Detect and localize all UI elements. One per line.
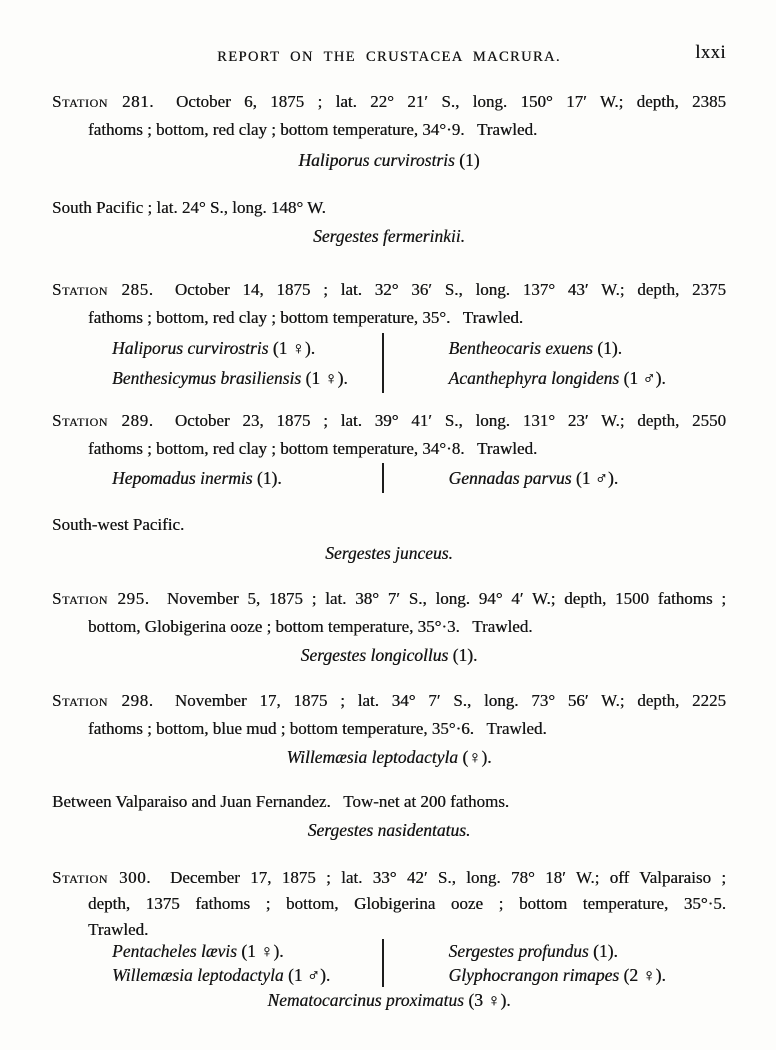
station-line-text: November 17, 1875 ; lat. 34° 7′ S., long. 73° 56′ W.; depth, 2225 xyxy=(166,691,726,710)
station-289-line-1 xyxy=(52,407,726,435)
station-295-line-1 xyxy=(52,585,726,613)
station-label: Station 289. xyxy=(52,411,154,430)
species-item xyxy=(112,363,382,393)
station-300-entry xyxy=(52,865,726,943)
station-300-line-1 xyxy=(52,865,726,891)
station-281-line-1 xyxy=(52,88,726,116)
species-count: (1 ♀). xyxy=(241,941,284,961)
station-281-entry xyxy=(52,88,726,144)
species-count: (♀). xyxy=(462,747,492,767)
station-298-line-1 xyxy=(52,687,726,715)
page-header xyxy=(52,43,726,66)
locality-heading-south-west-pacific: South-west Pacific. xyxy=(52,515,185,534)
species-item xyxy=(449,963,727,987)
species-count: (1) xyxy=(459,150,480,170)
species-name: Nematocarcinus proximatus xyxy=(267,990,464,1010)
station-line-text: November 5, 1875 ; lat. 38° 7′ S., long. 94° 4′ W.; depth, 1500 fathoms ; xyxy=(158,589,726,608)
locality-heading-south-pacific: South Pacific ; lat. 24° S., long. 148° W. xyxy=(52,198,326,217)
species-name: Sergestes fermerinkii. xyxy=(313,226,465,246)
species-name: Sergestes junceus. xyxy=(325,543,453,563)
species-count: (1). xyxy=(593,941,618,961)
species-name: Sergestes longicollus xyxy=(300,645,449,665)
station-285-entry xyxy=(52,276,726,332)
species-name: Pentacheles lævis xyxy=(112,941,237,961)
species-name: Hepomadus inermis xyxy=(112,468,253,488)
species-column-right xyxy=(384,463,727,493)
station-label: Station 300. xyxy=(52,868,152,887)
station-label: Station 281. xyxy=(52,92,155,111)
station-295-line-2: bottom, Globigerina ooze ; bottom temperature, 35°·3. Trawled. xyxy=(88,617,533,636)
species-item xyxy=(449,939,727,963)
species-name: Bentheocaris exuens xyxy=(448,338,593,358)
running-title: REPORT ON THE CRUSTACEA MACRURA. xyxy=(217,49,561,65)
station-label: Station 295. xyxy=(52,589,150,608)
page-number: lxxi xyxy=(695,43,726,63)
species-count: (1). xyxy=(452,645,478,665)
species-count: (1 ♂). xyxy=(623,368,666,388)
species-column-right xyxy=(384,939,727,987)
station-label: Station 285. xyxy=(52,280,154,299)
station-line-text: December 17, 1875 ; lat. 33° 42′ S., long. 78° 18′ W.; off Valparaiso ; xyxy=(161,868,726,887)
species-item xyxy=(449,463,727,493)
station-285-species-columns xyxy=(52,333,726,393)
station-298-species xyxy=(52,743,726,771)
species-item xyxy=(112,963,382,987)
species-count: (3 ♀). xyxy=(468,990,511,1010)
valparaiso-species xyxy=(52,816,726,844)
species-count: (1). xyxy=(597,338,622,358)
species-name: Glyphocrangon rimapes xyxy=(448,965,620,985)
species-name: Gennadas parvus xyxy=(448,468,572,488)
species-item xyxy=(112,333,382,363)
station-281-species xyxy=(52,146,726,174)
station-281-line-2: fathoms ; bottom, red clay ; bottom temperature, 34°·9. Trawled. xyxy=(88,120,538,139)
south-west-pacific-species xyxy=(52,539,726,567)
station-289-entry xyxy=(52,407,726,463)
species-count: (2 ♀). xyxy=(623,965,666,985)
station-289-line-2: fathoms ; bottom, red clay ; bottom temperature, 34°·8. Trawled. xyxy=(88,439,538,458)
species-count: (1 ♀). xyxy=(305,368,348,388)
station-300-line-2: depth, 1375 fathoms ; bottom, Globigerina ooze ; bottom temperature, 35°·5. xyxy=(88,894,726,913)
species-name: Haliporus curvirostris xyxy=(298,150,455,170)
species-name: Acanthephyra longidens xyxy=(448,368,620,388)
species-item xyxy=(449,363,727,393)
species-count: (1 ♂). xyxy=(575,468,619,488)
station-line-text: October 14, 1875 ; lat. 32° 36′ S., long. 137° 43′ W.; depth, 2375 xyxy=(166,280,726,299)
species-item xyxy=(449,333,727,363)
species-item xyxy=(112,939,382,963)
station-300-line-3: Trawled. xyxy=(88,920,149,939)
station-300-species-bottom xyxy=(52,987,726,1013)
station-295-entry xyxy=(52,585,726,641)
species-name: Sergestes nasidentatus. xyxy=(307,820,471,840)
species-name: Haliporus curvirostris xyxy=(112,338,269,358)
station-line-text: October 6, 1875 ; lat. 22° 21′ S., long. 150° 17′ W.; depth, 2385 xyxy=(167,92,726,111)
station-300-species-columns xyxy=(52,939,726,987)
species-item xyxy=(112,463,382,493)
south-pacific-species xyxy=(52,222,726,250)
species-count: (1). xyxy=(256,468,282,488)
species-name: Willemæsia leptodactyla xyxy=(112,965,284,985)
species-column-right xyxy=(384,333,727,393)
station-285-line-2: fathoms ; bottom, red clay ; bottom temperature, 35°. Trawled. xyxy=(88,308,524,327)
station-298-entry xyxy=(52,687,726,743)
locality-heading-valparaiso: Between Valparaiso and Juan Fernandez. Tow-net at 200 fathoms. xyxy=(52,792,510,811)
station-line-text: October 23, 1875 ; lat. 39° 41′ S., long. 131° 23′ W.; depth, 2550 xyxy=(166,411,726,430)
species-column-left xyxy=(52,463,382,493)
station-295-species xyxy=(52,641,726,669)
station-298-line-2: fathoms ; bottom, blue mud ; bottom temperature, 35°·6. Trawled. xyxy=(88,719,547,738)
species-column-left xyxy=(52,333,382,393)
species-count: (1 ♂). xyxy=(287,965,331,985)
station-label: Station 298. xyxy=(52,691,154,710)
station-285-line-1 xyxy=(52,276,726,304)
species-name: Benthesicymus brasiliensis xyxy=(112,368,302,388)
species-count: (1 ♀). xyxy=(272,338,316,358)
species-name: Willemæsia leptodactyla xyxy=(286,747,459,767)
station-289-species-columns xyxy=(52,463,726,493)
species-name: Sergestes profundus xyxy=(448,941,589,961)
species-column-left xyxy=(52,939,382,987)
